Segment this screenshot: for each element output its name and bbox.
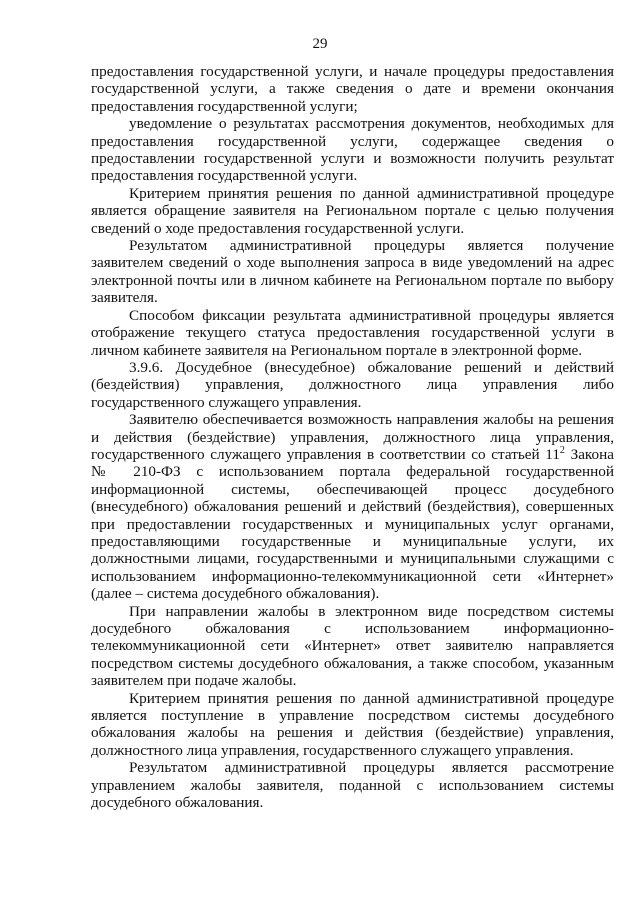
paragraph-2: уведомление о результатах рассмотрения документов, необходимых для предоставления государственной услуги, содержащее сведения о предоставлении государственной услуги и возможности получить результат предоставления государственной услуги.: [91, 115, 614, 185]
paragraph-7-part-1: Заявителю обеспечивается возможность направления жалобы на решения и действия (бездействие) управления, должностного лица управления, государственного служащего управления в соответствии со статьей 11: [91, 411, 614, 463]
paragraph-7-part-2: Закона № 210-ФЗ с использованием портала федеральной государственной информационной системы, обеспечивающей процесс досудебного (внесудебного) обжалования решений и действий (бездействия), совершенных при предоставлении государственных и муниципальных услуг органами, предоставляющими государственные и муниципальные услуги, их должностными лицами, государственными и муниципальными служащими с использованием информационно-телекоммуникационной сети «Интернет» (далее – система досудебного обжалования).: [91, 445, 615, 603]
article-superscript: 2: [559, 444, 565, 456]
document-body: [91, 63, 614, 811]
page-number: 29: [312, 36, 328, 52]
section-heading-3-9-6: 3.9.6. Досудебное (внесудебное) обжалование решений и действий (бездействия) управления, должностного лица управления либо государственного служащего управления.: [91, 358, 614, 411]
paragraph-5: Способом фиксации результата административной процедуры является отображение текущего статуса предоставления государственной услуги в личном кабинете заявителя на Региональном портале в электронной форме.: [91, 306, 614, 359]
paragraph-10: Результатом административной процедуры является рассмотрение управлением жалобы заявителя, поданной с использованием системы досудебного обжалования.: [91, 759, 614, 812]
paragraph-9: Критерием принятия решения по данной административной процедуре является поступление в управление посредством системы досудебного обжалования жалобы на решения и действия (бездействие) управления, должностного лица управления, государственного служащего управления.: [91, 689, 614, 759]
paragraph-7: [91, 411, 614, 602]
paragraph-1: предоставления государственной услуги, и начале процедуры предоставления государственной услуги, а также сведения о дате и времени окончания предоставления государственной услуги;: [91, 63, 614, 115]
paragraph-3: Критерием принятия решения по данной административной процедуре является обращение заявителя на Региональном портале с целью получения сведений о ходе предоставления государственной услуги.: [91, 184, 614, 237]
paragraph-4: Результатом административной процедуры является получение заявителем сведений о ходе выполнения запроса в виде уведомлений на адрес электронной почты или в личном кабинете на Региональном портале по выбору заявителя.: [91, 237, 614, 307]
paragraph-8: При направлении жалобы в электронном виде посредством системы досудебного обжалования с использованием информационно-телекоммуникационной сети «Интернет» ответ заявителю направляется посредством системы досудебного обжалования, а также способом, указанным заявителем при подаче жалобы.: [91, 602, 614, 690]
